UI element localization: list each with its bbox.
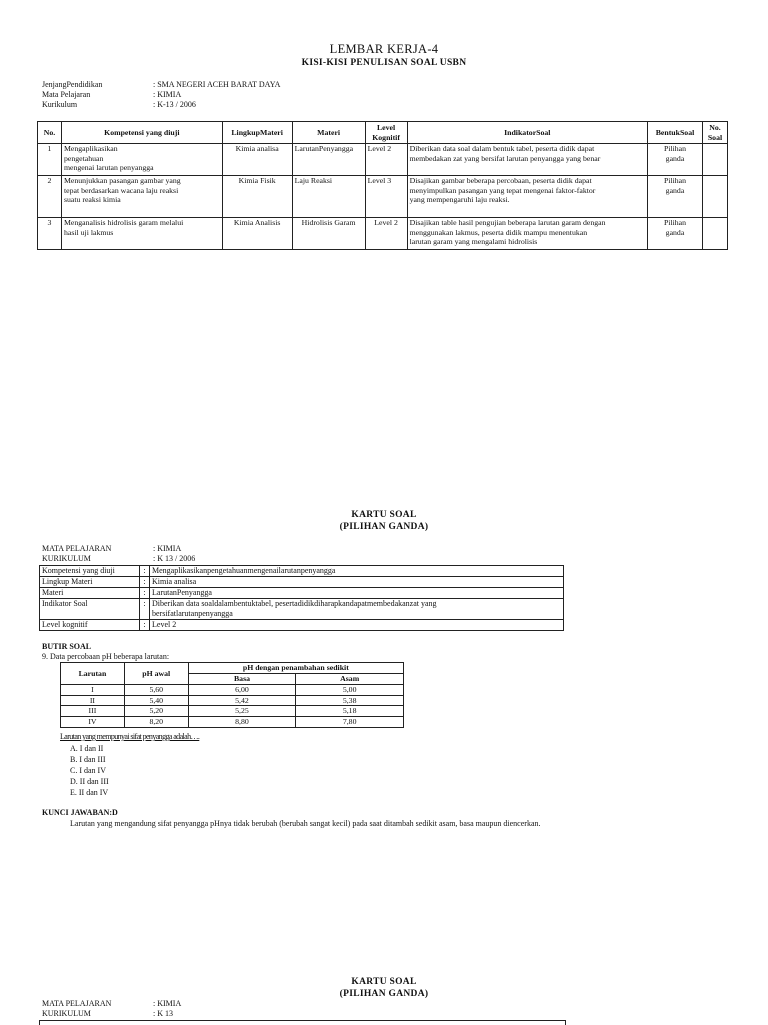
cell-line: menggunakan lakmus, peserta didik mampu menentukan xyxy=(409,227,588,237)
cell-kompetensi xyxy=(61,218,222,250)
meta-key: JenjangPendidikan xyxy=(42,80,103,89)
table-row xyxy=(38,176,728,218)
cell-bentuk xyxy=(648,218,703,250)
kartu-soal-subtitle: (PILIHAN GANDA) xyxy=(339,522,429,532)
cell-level: Level 2 xyxy=(365,218,407,250)
cell-nosoal xyxy=(702,144,727,176)
meta-value: : KIMIA xyxy=(153,999,182,1008)
cell-line: hasil uji lakmus xyxy=(63,227,114,237)
kartu-soal-title: KARTU SOAL xyxy=(351,977,417,987)
question-text: 9. Data percobaan pH beberapa larutan: xyxy=(42,652,170,661)
kartu-soal-title: KARTU SOAL xyxy=(351,510,417,520)
cell-line: suatu reaksi kimia xyxy=(63,195,121,205)
meta-value: : K 13 / 2006 xyxy=(153,554,196,563)
ph-cell-asam: 5,00 xyxy=(296,685,404,696)
cell-line: menyimpulkan pasangan yang tepat mengenai faktor-faktor xyxy=(409,185,596,195)
cell-line: ganda xyxy=(665,185,685,195)
option-d: D. II dan III xyxy=(70,777,109,786)
cell-no: 2 xyxy=(38,176,62,218)
meta-value: : K-13 / 2006 xyxy=(153,100,196,109)
kartu-soal-subtitle: (PILIHAN GANDA) xyxy=(339,989,429,999)
info-key: Lingkup Materi xyxy=(40,577,140,588)
table-header-row xyxy=(38,122,728,144)
meta-key: KURIKULUM xyxy=(42,1009,91,1018)
cell-line: Pilihan xyxy=(663,176,687,185)
cell-indikator xyxy=(407,144,647,176)
kisi-kisi-table xyxy=(37,121,728,250)
info-key: Level kognitif xyxy=(40,620,140,631)
butir-soal-label: BUTIR SOAL xyxy=(42,642,92,651)
cell-lingkup: Kimia analisa xyxy=(222,144,292,176)
option-e: E. II dan IV xyxy=(70,788,109,797)
cell-no: 3 xyxy=(38,218,62,250)
cell-line: Menunjukkan pasangan gambar yang xyxy=(63,176,181,185)
ph-cell-basa: 6,00 xyxy=(188,685,296,696)
cell-lingkup: Kimia Fisik xyxy=(222,176,292,218)
info-colon: : xyxy=(140,620,150,631)
cell-nosoal xyxy=(702,176,727,218)
ph-cell-awal: 5,60 xyxy=(124,685,188,696)
ph-cell-larutan: IV xyxy=(61,717,125,728)
info-row xyxy=(40,588,564,599)
ph-cell-larutan: II xyxy=(61,695,125,706)
info-row xyxy=(40,577,564,588)
info-key: Indikator Soal xyxy=(40,599,140,620)
ph-cell-asam: 5,38 xyxy=(296,695,404,706)
meta-value: : K 13 xyxy=(153,1009,173,1018)
meta-value: : KIMIA xyxy=(153,90,182,99)
cell-indikator xyxy=(407,218,647,250)
answer-explanation: Larutan yang mengandung sifat penyangga pHnya tidak berubah (berubah sangat kecil) pada saat ditambah sedikit asam, basa maupun diencerkan. xyxy=(70,819,541,828)
cell-line: ganda xyxy=(665,153,685,163)
ph-header-basa: Basa xyxy=(188,674,296,685)
meta-key: KURIKULUM xyxy=(42,554,91,563)
table-row xyxy=(61,706,404,717)
ph-header-group: pH dengan penambahan sedikit xyxy=(188,663,403,674)
ph-cell-basa: 5,42 xyxy=(188,695,296,706)
cell-line: Disajikan gambar beberapa percobaan, peserta didik dapat xyxy=(409,176,592,185)
info-value: Kimia analisa xyxy=(150,577,564,588)
cell-nosoal xyxy=(702,218,727,250)
table-row xyxy=(61,695,404,706)
cell-line: tepat berdasarkan wacana laju reaksi xyxy=(63,185,179,195)
ph-header-row xyxy=(61,663,404,674)
question-stem: Larutan yang mempunyai sifat penyangga adalah…. xyxy=(60,732,200,741)
info-value xyxy=(150,599,564,620)
ph-header-larutan: Larutan xyxy=(61,663,125,685)
cell-line: Pilihan xyxy=(663,144,687,153)
kartu-soal-info-table-cut xyxy=(39,1020,566,1025)
cell-line: Menganalisis hidrolisis garam melalui xyxy=(63,218,184,227)
cell-kompetensi xyxy=(61,144,222,176)
meta-key: Kurikulum xyxy=(42,100,78,109)
header-materi: Materi xyxy=(292,122,365,144)
table-row xyxy=(61,685,404,696)
cell-line: pengetahuan xyxy=(63,153,104,163)
cell-level: Level 2 xyxy=(365,144,407,176)
meta-key: MATA PELAJARAN xyxy=(42,999,112,1008)
answer-key: KUNCI JAWABAN:D xyxy=(42,808,118,817)
cell-bentuk xyxy=(648,176,703,218)
cell-materi: Laju Reaksi xyxy=(292,176,365,218)
cell-line: Diberikan data soal dalam bentuk tabel, peserta didik dapat xyxy=(409,144,595,153)
info-value: Level 2 xyxy=(150,620,564,631)
table-row xyxy=(61,717,404,728)
option-a: A. I dan II xyxy=(70,744,104,753)
cell-line: larutan garam yang mengalami hidrolisis xyxy=(409,237,538,247)
meta-key: MATA PELAJARAN xyxy=(42,544,112,553)
info-value: LarutanPenyangga xyxy=(150,588,564,599)
ph-cell-asam: 5,18 xyxy=(296,706,404,717)
meta-value: : KIMIA xyxy=(153,544,182,553)
meta-value: : SMA NEGERI ACEH BARAT DAYA xyxy=(153,80,281,89)
ph-header-asam: Asam xyxy=(296,674,404,685)
cell-indikator xyxy=(407,176,647,218)
info-key: Materi xyxy=(40,588,140,599)
info-line: Diberikan data soaldalambentuktabel, pesertadidikdiharapkandapatmembedakanzat yang xyxy=(152,599,437,608)
ph-cell-larutan: III xyxy=(61,706,125,717)
cell-line: mengenai larutan penyangga xyxy=(63,163,154,173)
kartu-soal-info-table xyxy=(39,565,564,631)
header-level: Level Kognitif xyxy=(365,122,407,144)
info-row xyxy=(40,620,564,631)
cell-materi: LarutanPenyangga xyxy=(292,144,365,176)
info-row xyxy=(40,566,564,577)
header-no: No. xyxy=(38,122,62,144)
cell-level: Level 3 xyxy=(365,176,407,218)
info-row xyxy=(40,599,564,620)
ph-cell-basa: 8,80 xyxy=(188,717,296,728)
ph-cell-basa: 5,25 xyxy=(188,706,296,717)
cell-kompetensi xyxy=(61,176,222,218)
info-line: bersifatlarutanpenyangga xyxy=(152,609,233,618)
header-nosoal: No. Soal xyxy=(702,122,727,144)
option-b: B. I dan III xyxy=(70,755,106,764)
ph-cell-awal: 8,20 xyxy=(124,717,188,728)
page-title: LEMBAR KERJA-4 xyxy=(329,42,439,56)
page-subtitle: KISI-KISI PENULISAN SOAL USBN xyxy=(301,58,467,68)
cell-line: ganda xyxy=(665,227,685,237)
cell-line: Pilihan xyxy=(663,218,687,227)
cell-no: 1 xyxy=(38,144,62,176)
info-value: Mengaplikasikanpengetahuanmengenailarutanpenyangga xyxy=(150,566,564,577)
cell-materi: Hidrolisis Garam xyxy=(292,218,365,250)
table-row xyxy=(38,144,728,176)
info-colon: : xyxy=(140,588,150,599)
ph-cell-awal: 5,40 xyxy=(124,695,188,706)
header-lingkup: LingkupMateri xyxy=(222,122,292,144)
table-row xyxy=(38,218,728,250)
cell-line: yang mempengaruhi laju reaksi. xyxy=(409,195,510,205)
ph-data-table xyxy=(60,662,404,728)
info-colon: : xyxy=(140,577,150,588)
cell-bentuk xyxy=(648,144,703,176)
info-colon: : xyxy=(140,599,150,620)
info-colon: : xyxy=(140,566,150,577)
cell-lingkup: Kimia Analisis xyxy=(222,218,292,250)
ph-cell-asam: 7,80 xyxy=(296,717,404,728)
option-c: C. I dan IV xyxy=(70,766,106,775)
cell-line: Mengaplikasikan xyxy=(63,144,118,153)
ph-cell-larutan: I xyxy=(61,685,125,696)
cell-line: membedakan zat yang bersifat larutan penyangga yang benar xyxy=(409,153,601,163)
meta-key: Mata Pelajaran xyxy=(42,90,91,99)
ph-header-awal: pH awal xyxy=(124,663,188,685)
header-bentuk: BentukSoal xyxy=(648,122,703,144)
cell-line: Disajikan table hasil pengujian beberapa larutan garam dengan xyxy=(409,218,606,227)
ph-cell-awal: 5,20 xyxy=(124,706,188,717)
info-key: Kompetensi yang diuji xyxy=(40,566,140,577)
header-indikator: IndikatorSoal xyxy=(407,122,647,144)
header-kompetensi: Kompetensi yang diuji xyxy=(61,122,222,144)
